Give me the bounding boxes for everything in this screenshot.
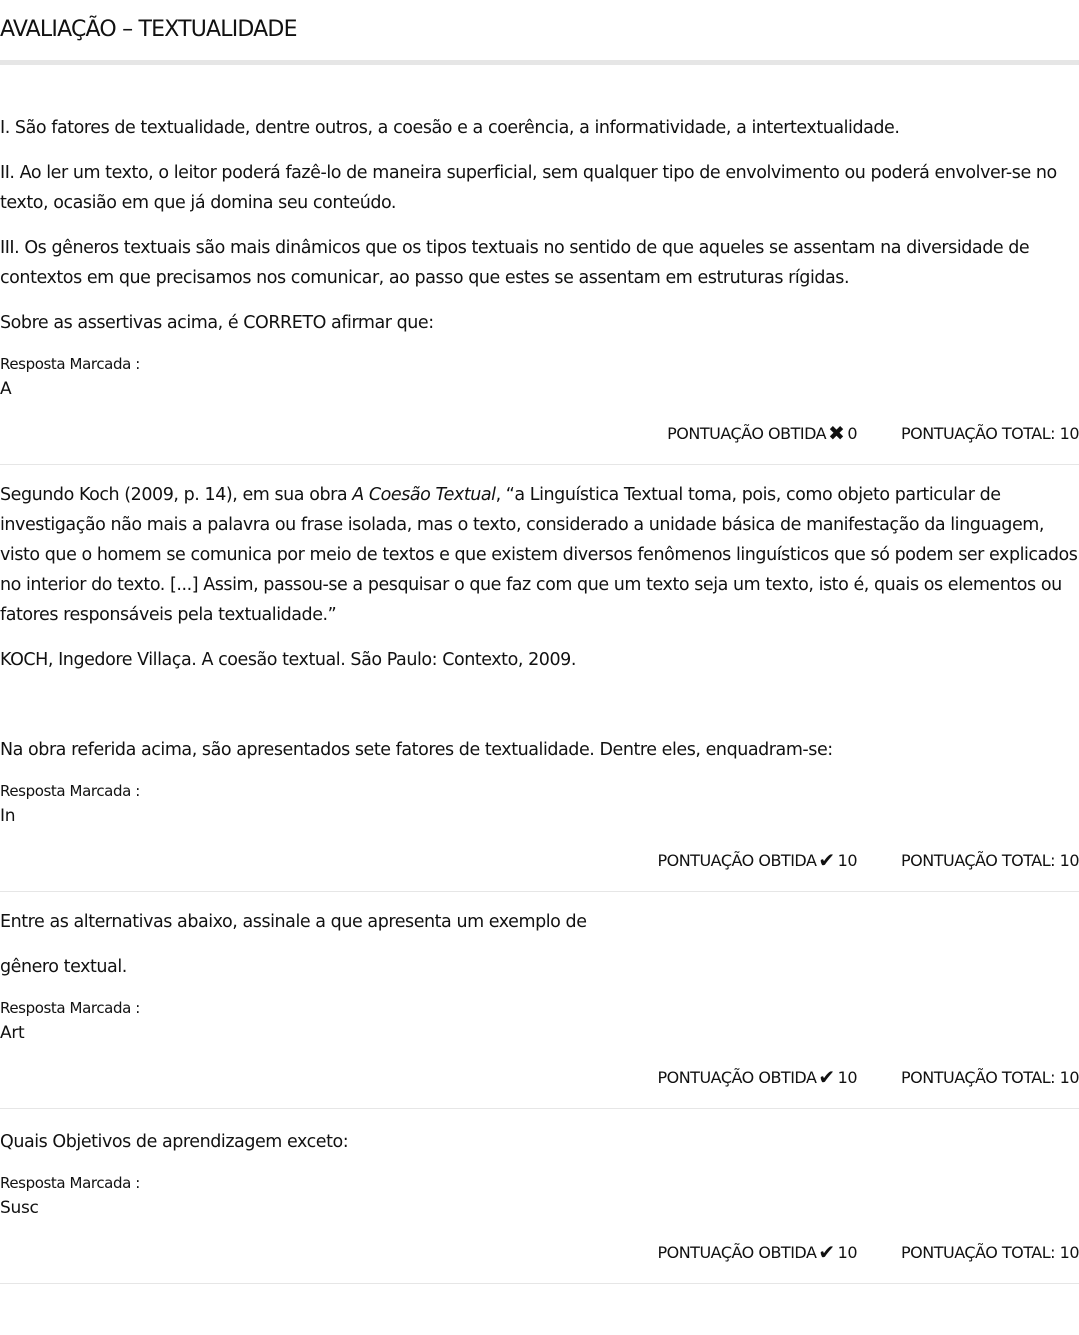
score-total-value: 10: [1059, 1067, 1079, 1087]
question-paragraph: I. São fatores de textualidade, dentre outros, a coesão e a coerência, a informatividade, a intertextualidade.: [0, 118, 900, 138]
score-total-label: PONTUAÇÃO TOTAL:: [901, 1067, 1056, 1087]
score-row: [0, 418, 1079, 448]
quote-body: , “a Linguística Textual toma, pois, como objeto particular de investigação não mais a palavra ou frase isolada, mas o texto, considerado a unidade básica de manifestação da linguagem, visto que o homem se comunica por meio de textos e que existem diversos fenômenos linguísticos que só podem ser explicados no interior do texto. [...] Assim, passou-se a pesquisar o que faz com que um texto seja um texto, isto é, quais os elementos ou fatores responsáveis pela textualidade.”: [0, 485, 1078, 625]
question-paragraph: II. Ao ler um texto, o leitor poderá fazê-lo de maneira superficial, sem qualquer tipo de envolvimento ou poderá envolver-se no texto, ocasião em que já domina seu conteúdo.: [0, 163, 1057, 213]
answer-label: Resposta Marcada :: [0, 1174, 140, 1192]
score-total: [901, 1068, 1079, 1087]
score-obtained: [657, 850, 857, 870]
score-total: [901, 851, 1079, 870]
question-text: [0, 480, 1079, 765]
question-3: [0, 892, 1079, 1109]
score-obtained: [657, 1067, 857, 1087]
score-obtained-label: PONTUAÇÃO OBTIDA: [657, 850, 817, 870]
check-icon: ✔: [818, 848, 835, 872]
question-paragraph: Sobre as assertivas acima, é CORRETO afirmar que:: [0, 313, 434, 333]
page-title: AVALIAÇÃO – TEXTUALIDADE: [0, 17, 297, 42]
score-obtained: [657, 1242, 857, 1262]
score-total-value: 10: [1059, 1242, 1079, 1262]
question-paragraph: Entre as alternativas abaixo, assinale a que apresenta um exemplo de: [0, 912, 587, 932]
question-reference: KOCH, Ingedore Villaça. A coesão textual. São Paulo: Contexto, 2009.: [0, 650, 576, 670]
book-title: A Coesão Textual: [352, 485, 496, 505]
score-row: [0, 1062, 1079, 1092]
question-text: [0, 113, 1079, 338]
answer-label: Resposta Marcada :: [0, 782, 140, 800]
blank-line: [0, 690, 1079, 720]
score-total-label: PONTUAÇÃO TOTAL:: [901, 850, 1056, 870]
score-total: [901, 424, 1079, 443]
score-obtained-label: PONTUAÇÃO OBTIDA: [667, 423, 827, 443]
score-obtained-label: PONTUAÇÃO OBTIDA: [657, 1242, 817, 1262]
question-text: [0, 907, 1079, 982]
quote-intro: Segundo Koch (2009, p. 14), em sua obra: [0, 485, 353, 505]
question-2: [0, 465, 1079, 892]
score-total: [901, 1243, 1079, 1262]
score-row: [0, 1237, 1079, 1267]
score-obtained-value: 10: [837, 850, 858, 870]
answer-label: Resposta Marcada :: [0, 999, 140, 1017]
question-paragraph: III. Os gêneros textuais são mais dinâmicos que os tipos textuais no sentido de que aqueles se assentam na diversidade de contextos em que precisamos nos comunicar, ao passo que estes se assentam em estruturas rígidas.: [0, 238, 1030, 288]
question-paragraph: gênero textual.: [0, 957, 127, 977]
question-prompt: Na obra referida acima, são apresentados sete fatores de textualidade. Dentre eles, enquadram-se:: [0, 740, 833, 760]
question-quote: [0, 480, 1079, 630]
score-total-label: PONTUAÇÃO TOTAL:: [901, 423, 1056, 443]
check-icon: ✔: [818, 1065, 835, 1089]
score-total-value: 10: [1059, 423, 1079, 443]
score-total-label: PONTUAÇÃO TOTAL:: [901, 1242, 1056, 1262]
answer-value: In: [0, 806, 16, 826]
cross-icon: ✖: [828, 421, 845, 445]
score-total-value: 10: [1059, 850, 1079, 870]
question-text: [0, 1127, 1079, 1157]
answer-value: A: [0, 379, 12, 399]
question-4: [0, 1109, 1079, 1284]
score-obtained-value: 10: [837, 1242, 858, 1262]
score-obtained: [667, 423, 857, 443]
score-row: [0, 845, 1079, 875]
score-obtained-value: 10: [837, 1067, 858, 1087]
answer-label: Resposta Marcada :: [0, 355, 140, 373]
check-icon: ✔: [818, 1240, 835, 1264]
answer-value: Art: [0, 1023, 25, 1043]
score-obtained-value: 0: [847, 423, 858, 443]
answer-value: Susc: [0, 1198, 39, 1218]
question-1: [0, 65, 1079, 465]
score-obtained-label: PONTUAÇÃO OBTIDA: [657, 1067, 817, 1087]
question-paragraph: Quais Objetivos de aprendizagem exceto:: [0, 1132, 349, 1152]
